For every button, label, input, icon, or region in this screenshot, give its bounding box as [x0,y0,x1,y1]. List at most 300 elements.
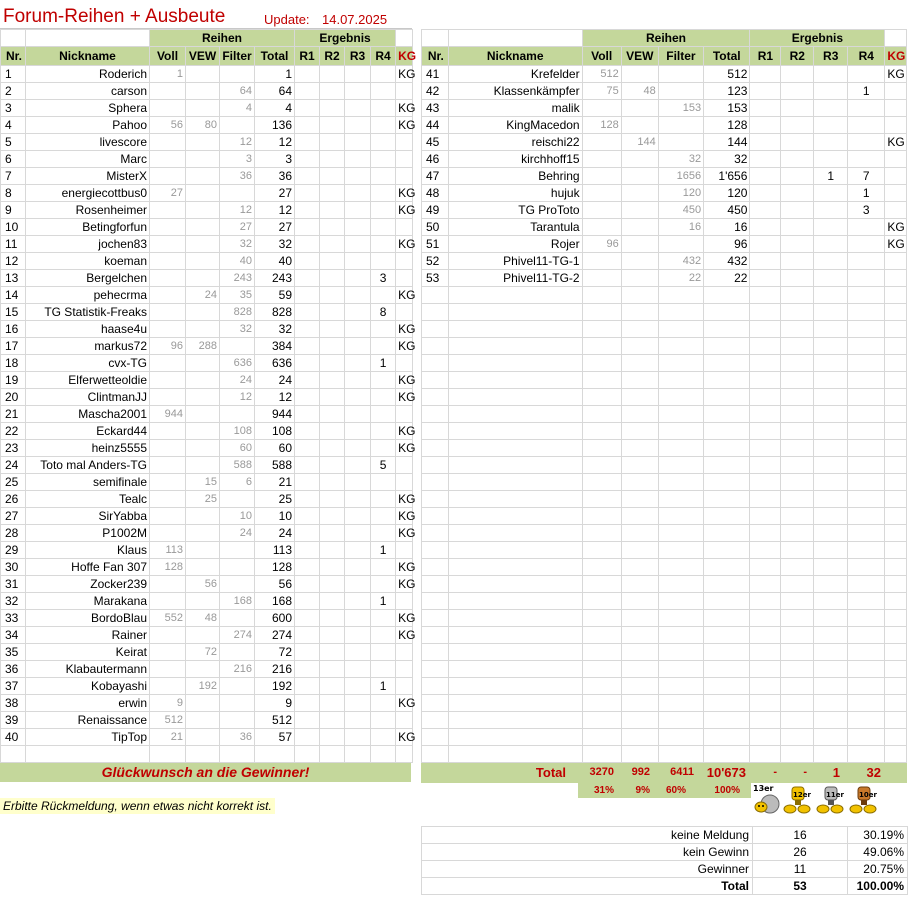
cell-filter [220,644,255,661]
cell-total: 56 [255,576,295,593]
cell-vew [186,134,220,151]
empty-row [1,746,413,763]
cell-r4: 1 [371,542,396,559]
trophy-10er-label: 10er [859,791,877,799]
cell-vew [186,695,220,712]
summary-count: 11 [753,861,848,878]
group-header-reihen: Reihen [150,30,295,47]
cell-nickname: erwin [26,695,150,712]
cell-r4 [848,134,885,151]
trophy-12er-label: 12er [793,791,811,799]
cell-total: 4 [255,100,295,117]
cell-r3 [345,729,371,746]
cell-filter [658,134,703,151]
cell-filter: 12 [220,389,255,406]
cell-filter [658,83,703,100]
col-header-r3: R3 [345,47,371,66]
cell-r2 [781,83,814,100]
cell-kg: KG [396,338,413,355]
cell-filter: 120 [658,185,703,202]
cell-r3 [345,423,371,440]
cell-nickname: Rainer [26,627,150,644]
cell-kg [396,134,413,151]
empty-row [422,338,907,355]
cell-r2 [320,406,345,423]
cell-vew [186,627,220,644]
cell-r3: 1 [814,168,848,185]
cell-r2 [320,372,345,389]
cell-vew [186,389,220,406]
cell-r4 [371,729,396,746]
cell-nickname: Sphera [26,100,150,117]
cell-r3 [345,372,371,389]
cell-vew [621,100,658,117]
cell-filter: 36 [220,168,255,185]
cell-vew [186,406,220,423]
cell-nr: 23 [1,440,26,457]
cell-vew [186,372,220,389]
cell-r2 [320,644,345,661]
cell-r2 [320,338,345,355]
cell-filter: 24 [220,525,255,542]
cell-voll [150,287,186,304]
cell-kg [396,253,413,270]
cell-r3 [345,168,371,185]
empty-row [422,406,907,423]
cell-nr: 31 [1,576,26,593]
cell-voll [150,253,186,270]
cell-nickname: jochen83 [26,236,150,253]
cell-nickname: Phivel11-TG-2 [448,270,582,287]
cell-filter [658,117,703,134]
cell-voll: 56 [150,117,186,134]
cell-kg [885,117,907,134]
summary-count: 26 [753,844,848,861]
totals-row [421,763,907,783]
cell-kg [396,168,413,185]
cell-total: 1'656 [704,168,750,185]
total-r1: - [773,766,777,778]
cell-nickname: Behring [448,168,582,185]
cell-vew [621,168,658,185]
cell-total: 32 [255,321,295,338]
cell-total: 32 [255,236,295,253]
table-row [1,168,413,185]
cell-r3 [814,83,848,100]
cell-r4 [371,491,396,508]
cell-total: 59 [255,287,295,304]
table-row [1,253,413,270]
cell-total: 168 [255,593,295,610]
cell-r1 [295,542,320,559]
cell-r1 [295,304,320,321]
cell-kg [396,219,413,236]
cell-r4 [371,508,396,525]
cell-total: 128 [255,559,295,576]
col-header-filter: Filter [658,47,703,66]
cell-r2 [781,236,814,253]
cell-nr: 4 [1,117,26,134]
table-row [1,134,413,151]
cell-r2 [320,321,345,338]
page-title: Forum-Reihen + Ausbeute [3,6,226,27]
cell-vew: 72 [186,644,220,661]
cell-filter: 3 [220,151,255,168]
cell-filter [220,66,255,83]
summary-percent: 30.19% [848,827,908,844]
cell-r2 [781,219,814,236]
cell-r4 [371,117,396,134]
cell-r3 [345,100,371,117]
group-header-ergebnis: Ergebnis [750,30,885,47]
col-header-kg: KG [396,47,413,66]
cell-r2 [320,508,345,525]
cell-filter: 828 [220,304,255,321]
group-header-ergebnis: Ergebnis [295,30,396,47]
empty-row [422,372,907,389]
cell-r2 [781,66,814,83]
totals-label: Total [535,765,566,780]
cell-total: 72 [255,644,295,661]
cell-filter: 32 [658,151,703,168]
congratulations-banner: Glückwunsch an die Gewinner! [0,763,411,782]
table-row [1,406,413,423]
cell-vew [621,270,658,287]
cell-vew: 192 [186,678,220,695]
cell-voll: 944 [150,406,186,423]
cell-r4 [848,100,885,117]
cell-voll: 1 [150,66,186,83]
cell-r1 [295,457,320,474]
col-header-r2: R2 [781,47,814,66]
cell-r2 [320,83,345,100]
summary-row [422,861,908,878]
percentages-row [578,783,751,798]
cell-voll [582,202,621,219]
table-row [422,202,907,219]
cell-kg [396,457,413,474]
col-header-r3: R3 [814,47,848,66]
table-row [422,219,907,236]
cell-r3 [345,610,371,627]
cell-kg: KG [396,389,413,406]
cell-r3 [345,457,371,474]
cell-total: 944 [255,406,295,423]
cell-kg: KG [396,321,413,338]
cell-r1 [295,508,320,525]
cell-r1 [295,236,320,253]
cell-filter: 450 [658,202,703,219]
cell-vew: 48 [621,83,658,100]
trophy-11er-icon [815,784,845,814]
cell-vew: 15 [186,474,220,491]
cell-r1 [750,202,781,219]
cell-r3 [814,253,848,270]
cell-nr: 6 [1,151,26,168]
cell-voll [150,508,186,525]
cell-total: 64 [255,83,295,100]
cell-r3 [814,66,848,83]
cell-nr: 9 [1,202,26,219]
cell-r4: 3 [371,270,396,287]
col-header-r2: R2 [320,47,345,66]
cell-nr: 30 [1,559,26,576]
table-row [1,151,413,168]
cell-r4: 8 [371,304,396,321]
cell-r1 [295,644,320,661]
cell-total: 1 [255,66,295,83]
cell-vew [186,304,220,321]
trophy-10er-icon [848,784,878,814]
cell-r3 [814,185,848,202]
cell-r1 [295,593,320,610]
cell-nr: 32 [1,593,26,610]
cell-total: 450 [704,202,750,219]
cell-total: 27 [255,185,295,202]
cell-r1 [750,100,781,117]
cell-r3 [814,219,848,236]
col-header-r1: R1 [295,47,320,66]
cell-vew [186,270,220,287]
cell-r2 [320,304,345,321]
cell-r3 [345,151,371,168]
cell-filter: 108 [220,423,255,440]
cell-voll [150,100,186,117]
cell-total: 432 [704,253,750,270]
cell-r1 [295,559,320,576]
cell-voll [582,134,621,151]
cell-r3 [345,270,371,287]
pct-total: 100% [714,785,740,796]
cell-r2 [320,474,345,491]
cell-kg: KG [396,66,413,83]
cell-total: 96 [704,236,750,253]
cell-r1 [295,117,320,134]
cell-vew: 25 [186,491,220,508]
cell-nr: 16 [1,321,26,338]
table-row [422,253,907,270]
cell-r4 [371,474,396,491]
cell-r4 [371,610,396,627]
cell-nr: 14 [1,287,26,304]
cell-vew [186,355,220,372]
cell-nr: 7 [1,168,26,185]
cell-nickname: Pahoo [26,117,150,134]
table-row [1,559,413,576]
cell-kg [396,678,413,695]
cell-total: 123 [704,83,750,100]
cell-nr: 10 [1,219,26,236]
cell-nr: 1 [1,66,26,83]
cell-vew [186,712,220,729]
cell-filter [220,712,255,729]
cell-r1 [295,270,320,287]
cell-kg [885,100,907,117]
summary-table [421,826,908,895]
cell-filter: 60 [220,440,255,457]
cell-voll: 75 [582,83,621,100]
cell-nr: 47 [422,168,449,185]
cell-vew [186,202,220,219]
cell-r1 [295,406,320,423]
cell-r4: 1 [371,355,396,372]
cell-kg: KG [396,287,413,304]
cell-r4 [371,321,396,338]
total-filter: 6411 [670,766,694,778]
cell-filter: 243 [220,270,255,287]
table-row [1,372,413,389]
cell-nr: 45 [422,134,449,151]
cell-r4 [371,202,396,219]
cell-r1 [295,202,320,219]
cell-kg [396,542,413,559]
cell-filter: 153 [658,100,703,117]
cell-vew: 24 [186,287,220,304]
cell-kg: KG [396,525,413,542]
cell-r1 [295,389,320,406]
cell-total: 512 [704,66,750,83]
cell-nr: 40 [1,729,26,746]
cell-r2 [320,185,345,202]
cell-r2 [781,151,814,168]
cell-kg [885,202,907,219]
col-header-nickname: Nickname [26,47,150,66]
table-row [1,610,413,627]
cell-vew: 288 [186,338,220,355]
summary-row [422,827,908,844]
cell-r4 [848,219,885,236]
cell-vew [186,457,220,474]
summary-row [422,844,908,861]
table-row [1,355,413,372]
cell-voll: 512 [150,712,186,729]
empty-row [422,593,907,610]
cell-r4 [371,236,396,253]
cell-nickname: Zocker239 [26,576,150,593]
cell-nickname: hujuk [448,185,582,202]
cell-vew [621,219,658,236]
cell-vew [186,219,220,236]
cell-nr: 46 [422,151,449,168]
cell-voll: 128 [582,117,621,134]
summary-label: kein Gewinn [422,844,753,861]
cell-r2 [320,389,345,406]
cell-r3 [345,559,371,576]
cell-r2 [781,202,814,219]
table-row [1,83,413,100]
cell-voll [150,202,186,219]
cell-nickname: Roderich [26,66,150,83]
cell-total: 40 [255,253,295,270]
cell-vew [186,593,220,610]
cell-nr: 12 [1,253,26,270]
table-row [1,100,413,117]
cell-r2 [320,729,345,746]
cell-filter: 32 [220,236,255,253]
cell-kg [885,270,907,287]
cell-nr: 5 [1,134,26,151]
cell-r3 [345,219,371,236]
cell-nickname: ClintmanJJ [26,389,150,406]
cell-total: 216 [255,661,295,678]
cell-r3 [345,202,371,219]
cell-vew [621,151,658,168]
table-row [422,66,907,83]
cell-vew [621,202,658,219]
table-row [422,168,907,185]
col-header-filter: Filter [220,47,255,66]
cell-total: 36 [255,168,295,185]
cell-r3 [814,270,848,287]
cell-kg [885,253,907,270]
cell-r4 [371,576,396,593]
table-row [1,695,413,712]
cell-nr: 26 [1,491,26,508]
cell-kg: KG [396,576,413,593]
cell-total: 512 [255,712,295,729]
cell-r4 [371,627,396,644]
table-row [1,729,413,746]
cell-r1 [750,83,781,100]
cell-nickname: TG ProToto [448,202,582,219]
cell-r1 [750,66,781,83]
empty-row [422,423,907,440]
cell-nr: 25 [1,474,26,491]
cell-filter: 4 [220,100,255,117]
cell-r1 [295,423,320,440]
cell-kg: KG [396,627,413,644]
cell-voll [582,168,621,185]
cell-nr: 37 [1,678,26,695]
cell-filter [658,66,703,83]
cell-r4 [371,525,396,542]
empty-row [422,559,907,576]
cell-r2 [320,117,345,134]
cell-total: 588 [255,457,295,474]
cell-r1 [750,168,781,185]
cell-nickname: P1002M [26,525,150,542]
table-row [1,202,413,219]
summary-label: Gewinner [422,861,753,878]
cell-r4: 1 [371,593,396,610]
cell-r3 [345,83,371,100]
cell-r2 [781,100,814,117]
cell-total: 136 [255,117,295,134]
total-vew: 992 [631,766,650,778]
cell-voll [582,219,621,236]
cell-kg [396,83,413,100]
cell-nr: 15 [1,304,26,321]
cell-nr: 20 [1,389,26,406]
col-header-nr: Nr. [1,47,26,66]
cell-kg: KG [396,729,413,746]
cell-nickname: MisterX [26,168,150,185]
table-row [1,525,413,542]
cell-r3 [345,253,371,270]
cell-nr: 11 [1,236,26,253]
cell-vew [186,542,220,559]
cell-voll: 9 [150,695,186,712]
cell-filter [220,610,255,627]
cell-r1 [750,117,781,134]
summary-percent: 20.75% [848,861,908,878]
cell-r2 [320,559,345,576]
cell-r3 [345,678,371,695]
cell-r2 [320,270,345,287]
summary-count: 53 [753,878,848,895]
cell-r4 [848,253,885,270]
cell-kg: KG [396,559,413,576]
